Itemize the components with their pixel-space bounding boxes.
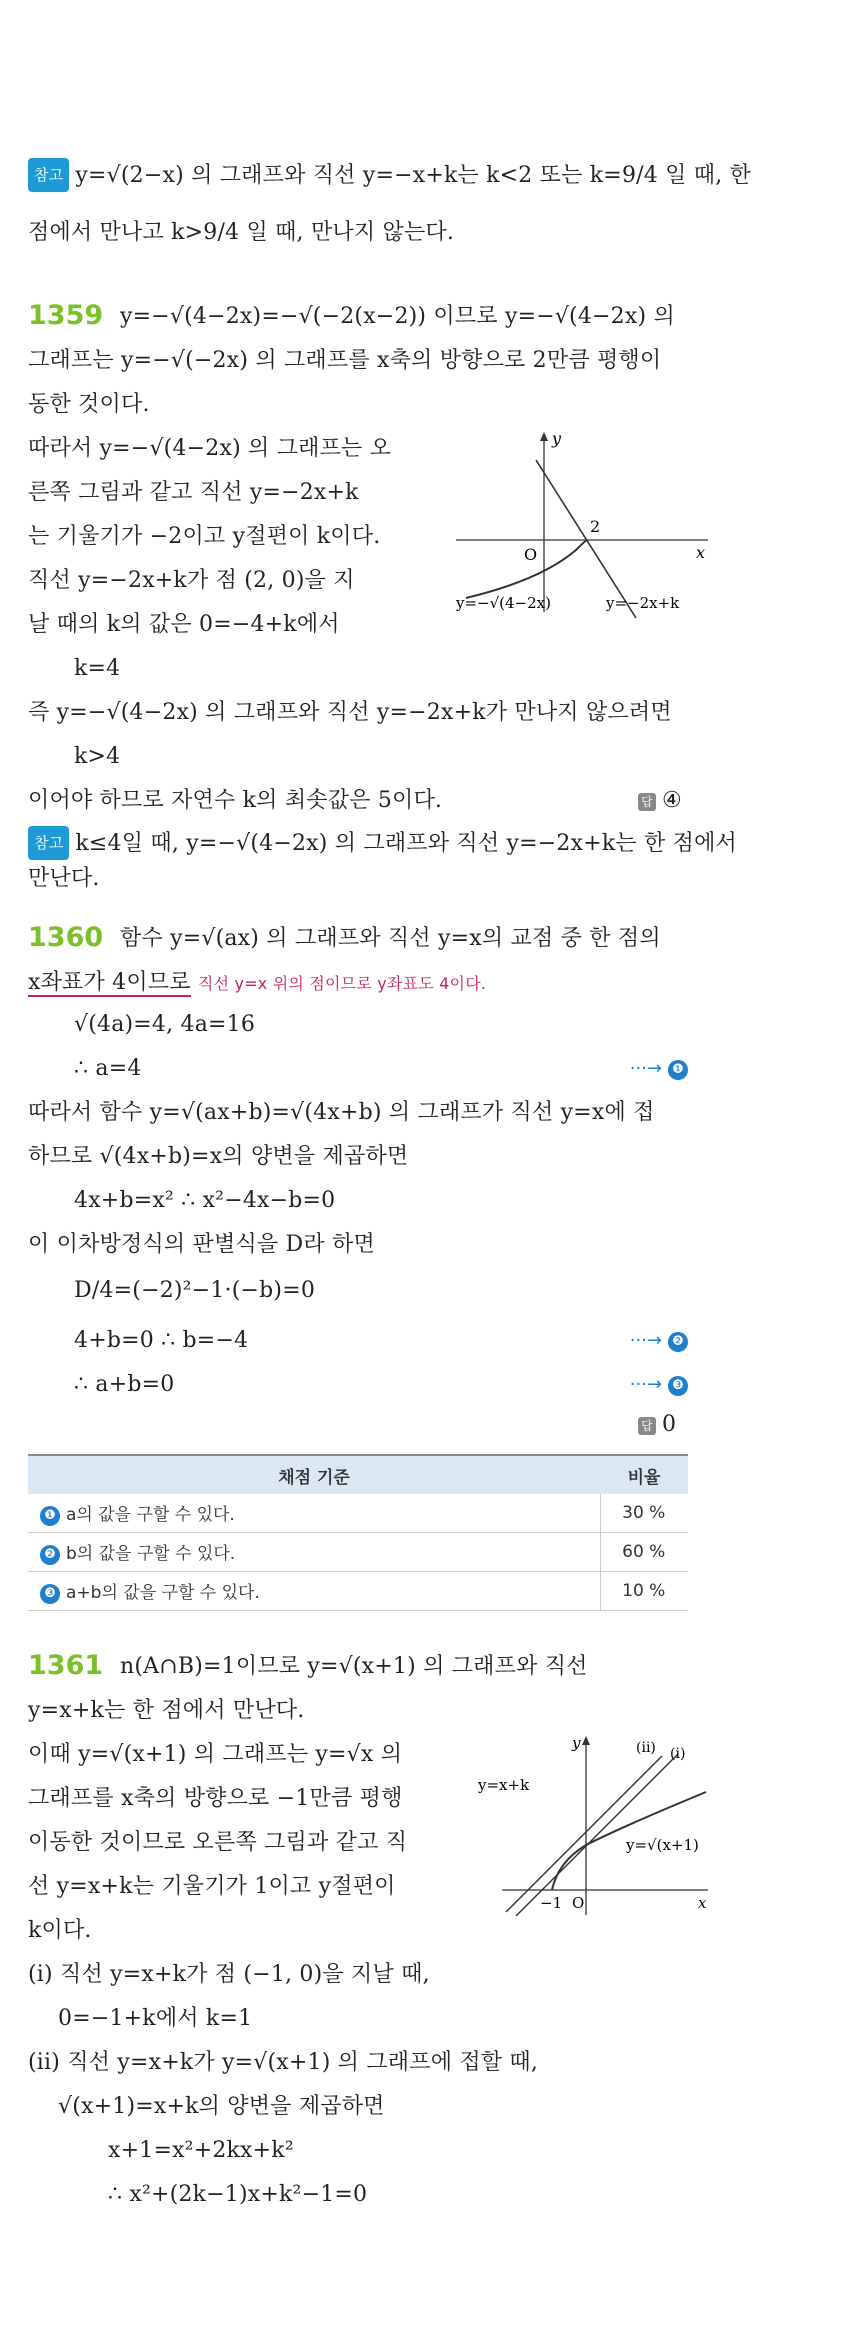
p1361-line-7: (i) 직선 y=x+k가 점 (−1, 0)을 지날 때, [28, 1962, 430, 1987]
p1360-answer: 답 0 [638, 1410, 676, 1440]
p1359-line-8: k=4 [74, 656, 121, 681]
label-ii: (ii) [636, 1740, 656, 1756]
p1361-line-6: k이다. [28, 1918, 92, 1943]
table-header-ratio: 비율 [600, 1455, 688, 1494]
p1361-line-2: 이때 y=√(x+1) 의 그래프는 y=√x 의 [28, 1742, 403, 1767]
p1359-answer: 답 ④ [638, 786, 682, 816]
label-i: (i) [670, 1746, 686, 1762]
p1360-line-1: ∴ a=4 [74, 1056, 142, 1081]
p1359-line-7: 날 때의 k의 값은 0=−4+k에서 [28, 612, 340, 637]
p1359-line-2: 동한 것이다. [28, 392, 150, 417]
p1359-note-line1: 참고 k≤4일 때, y=−√(4−2x) 의 그래프와 직선 y=−2x+k는 한 점에서 [28, 826, 737, 860]
table-header-criteria: 채점 기준 [28, 1455, 600, 1494]
line-label: y=x+k [478, 1776, 530, 1794]
p1360-line-0: √(4a)=4, 4a=16 [74, 1012, 256, 1037]
p1360-line2: x좌표가 4이므로 직선 y=x 위의 점이므로 y좌표도 4이다. [28, 970, 487, 995]
line-label: y=−2x+k [606, 594, 680, 612]
x-axis-label: x [698, 1894, 707, 1912]
p1361-line-3: 그래프를 x축의 방향으로 −1만큼 평행 [28, 1786, 403, 1811]
p1361-line-11: x+1=x²+2kx+k² [108, 2138, 294, 2163]
p1360-line-2: 따라서 함수 y=√(ax+b)=√(4x+b) 의 그래프가 직선 y=x에 접 [28, 1100, 655, 1125]
p1361-line-5: 선 y=x+k는 기울기가 1이고 y절편이 [28, 1874, 396, 1899]
p1360-line-5: 이 이차방정식의 판별식을 D라 하면 [28, 1232, 375, 1257]
p1360-side-note: 직선 y=x 위의 점이므로 y좌표도 4이다. [197, 974, 487, 993]
note-tag: 참고 [28, 826, 69, 860]
p1361-line-9: (ii) 직선 y=x+k가 y=√(x+1) 의 그래프에 접할 때, [28, 2050, 539, 2075]
p1360-line-6: D/4=(−2)²−1·(−b)=0 [74, 1278, 316, 1303]
p1361-line-1: y=x+k는 한 점에서 만난다. [28, 1698, 305, 1723]
table-row: ❶ a의 값을 구할 수 있다. 30 % [28, 1494, 688, 1533]
p1361-line-0: n(A∩B)=1이므로 y=√(x+1) 의 그래프와 직선 [120, 1654, 588, 1679]
line-i [516, 1754, 678, 1916]
p1359-line-0: y=−√(4−2x)=−√(−2(x−2)) 이므로 y=−√(4−2x) 의 [120, 304, 675, 329]
problem-number-1360: 1360 [28, 922, 104, 953]
problem-number-1361: 1361 [28, 1650, 104, 1681]
answer-icon: 답 [638, 1417, 656, 1435]
p1359-line-3: 따라서 y=−√(4−2x) 의 그래프는 오 [28, 436, 392, 461]
step-marker-1: ···→ ❶ [630, 1058, 688, 1080]
p1359-line-11: 이어야 하므로 자연수 k의 최솟값은 5이다. [28, 788, 443, 813]
answer-icon: 답 [638, 793, 656, 811]
p1361-line-8: 0=−1+k에서 k=1 [58, 2006, 253, 2031]
step-marker-3: ···→ ❸ [630, 1374, 688, 1396]
x-axis-label: x [696, 543, 706, 562]
p1360-line-4: 4x+b=x² ∴ x²−4x−b=0 [74, 1188, 336, 1213]
p1359-line-6: 직선 y=−2x+k가 점 (2, 0)을 지 [28, 568, 355, 593]
problem-number-1359: 1359 [28, 300, 104, 331]
curve-label: y=−√(4−2x) [456, 594, 551, 612]
graph-1359 [446, 430, 716, 620]
curve-label: y=√(x+1) [626, 1836, 699, 1854]
p1360-line-8: ∴ a+b=0 [74, 1372, 175, 1397]
p1359-line-9: 즉 y=−√(4−2x) 의 그래프와 직선 y=−2x+k가 만나지 않으려면 [28, 700, 672, 725]
note-top-line1: 참고 y=√(2−x) 의 그래프와 직선 y=−x+k는 k<2 또는 k=9/4 일 때, 한 [28, 158, 751, 192]
p1360-line-7: 4+b=0 ∴ b=−4 [74, 1328, 249, 1353]
line-ii [506, 1756, 662, 1912]
p1360-line1: 함수 y=√(ax) 의 그래프와 직선 y=x의 교점 중 한 점의 [120, 926, 661, 951]
p1359-line-4: 른쪽 그림과 같고 직선 y=−2x+k [28, 480, 359, 505]
table-row: ❸ a+b의 값을 구할 수 있다. 10 % [28, 1572, 688, 1611]
p1361-line-12: ∴ x²+(2k−1)x+k²−1=0 [108, 2182, 368, 2207]
step-marker-2: ···→ ❷ [630, 1330, 688, 1352]
p1361-line-4: 이동한 것이므로 오른쪽 그림과 같고 직 [28, 1830, 408, 1855]
y-axis-label: y [552, 430, 562, 448]
graph-1361 [466, 1730, 716, 1920]
tick-label: −1 [540, 1894, 563, 1912]
tick-label: 2 [590, 517, 601, 536]
y-axis-label: y [572, 1734, 581, 1752]
p1359-note-line2: 만난다. [28, 866, 100, 891]
origin-label: O [572, 1894, 585, 1912]
p1360-line-3: 하므로 √(4x+b)=x의 양변을 제곱하면 [28, 1144, 409, 1169]
table-row: ❷ b의 값을 구할 수 있다. 60 % [28, 1533, 688, 1572]
note-tag: 참고 [28, 158, 69, 192]
p1361-line-10: √(x+1)=x+k의 양변을 제곱하면 [58, 2094, 385, 2119]
origin-label: O [524, 545, 538, 564]
p1359-line-1: 그래프는 y=−√(−2x) 의 그래프를 x축의 방향으로 2만큼 평행이 [28, 348, 662, 373]
p1359-line-5: 는 기울기가 −2이고 y절편이 k이다. [28, 524, 381, 549]
grading-table [28, 1454, 688, 1611]
p1359-line-10: k>4 [74, 744, 121, 769]
note-top-line2: 점에서 만나고 k>9/4 일 때, 만나지 않는다. [28, 220, 455, 245]
